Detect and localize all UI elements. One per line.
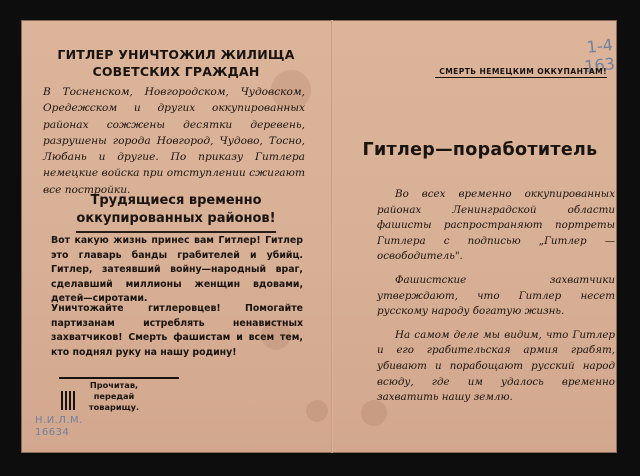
left-heading: Трудящиеся временно оккупированных районов!	[76, 193, 276, 226]
archive-mark: Н.И.Л.М. 16634	[35, 415, 83, 438]
paragraph: Фашистские захватчики утверждают, что Гитлер несет русскому народу богатую жизнь.	[377, 273, 615, 318]
pass-on-text: Прочитав, передай товарищу.	[88, 380, 140, 412]
left-panel	[21, 20, 331, 453]
call-to-action-text: Уничтожайте гитлеровцев! Помогайте партизанам истреблять ненавистных захватчиков! Смерть фашистам и всем тем, кто поднял руку на нашу родину!	[51, 303, 303, 358]
left-title: ГИТЛЕР УНИЧТОЖИЛ ЖИЛИЩА СОВЕТСКИХ ГРАЖДАН	[57, 47, 295, 79]
slogan: СМЕРТЬ НЕМЕЦКИМ ОККУПАНТАМ!	[435, 67, 607, 78]
divider	[76, 231, 276, 233]
handwritten-number: 1-4 163	[583, 35, 616, 77]
right-body	[377, 187, 615, 414]
divider	[59, 377, 179, 379]
right-title: Гитлер—поработитель	[362, 140, 598, 160]
leaflet-sheet	[21, 20, 617, 453]
left-bold-text: Вот какую жизнь принес вам Гитлер! Гитлер это главарь банды грабителей и убийц. Гитлер, затеявший войну—народный враг, сделавший миллионы женщин вдовами, детей—сиротами.	[51, 235, 303, 305]
paragraph: На самом деле мы видим, что Гитлер и его грабительская армия грабят, убивают и порабощают русский народ всюду, где им удалось временно захватить нашу землю.	[377, 328, 615, 404]
pass-on-bars	[61, 391, 77, 414]
right-panel	[333, 20, 617, 453]
paragraph: Во всех временно оккупированных районах Ленинградской области фашисты распространяют портреты Гитлера с подписью „Гитлер — освободитель".	[377, 188, 615, 263]
left-body-text: В Тосненском, Новгородском, Чудовском, Оредежском и других оккупированных районах сожжены десятки деревень, разрушены города Новгород, Чудово, Тосно, Любань и другие. По приказу Гитлера немецкие войска при отступлении сжигают все постройки.	[43, 86, 305, 196]
